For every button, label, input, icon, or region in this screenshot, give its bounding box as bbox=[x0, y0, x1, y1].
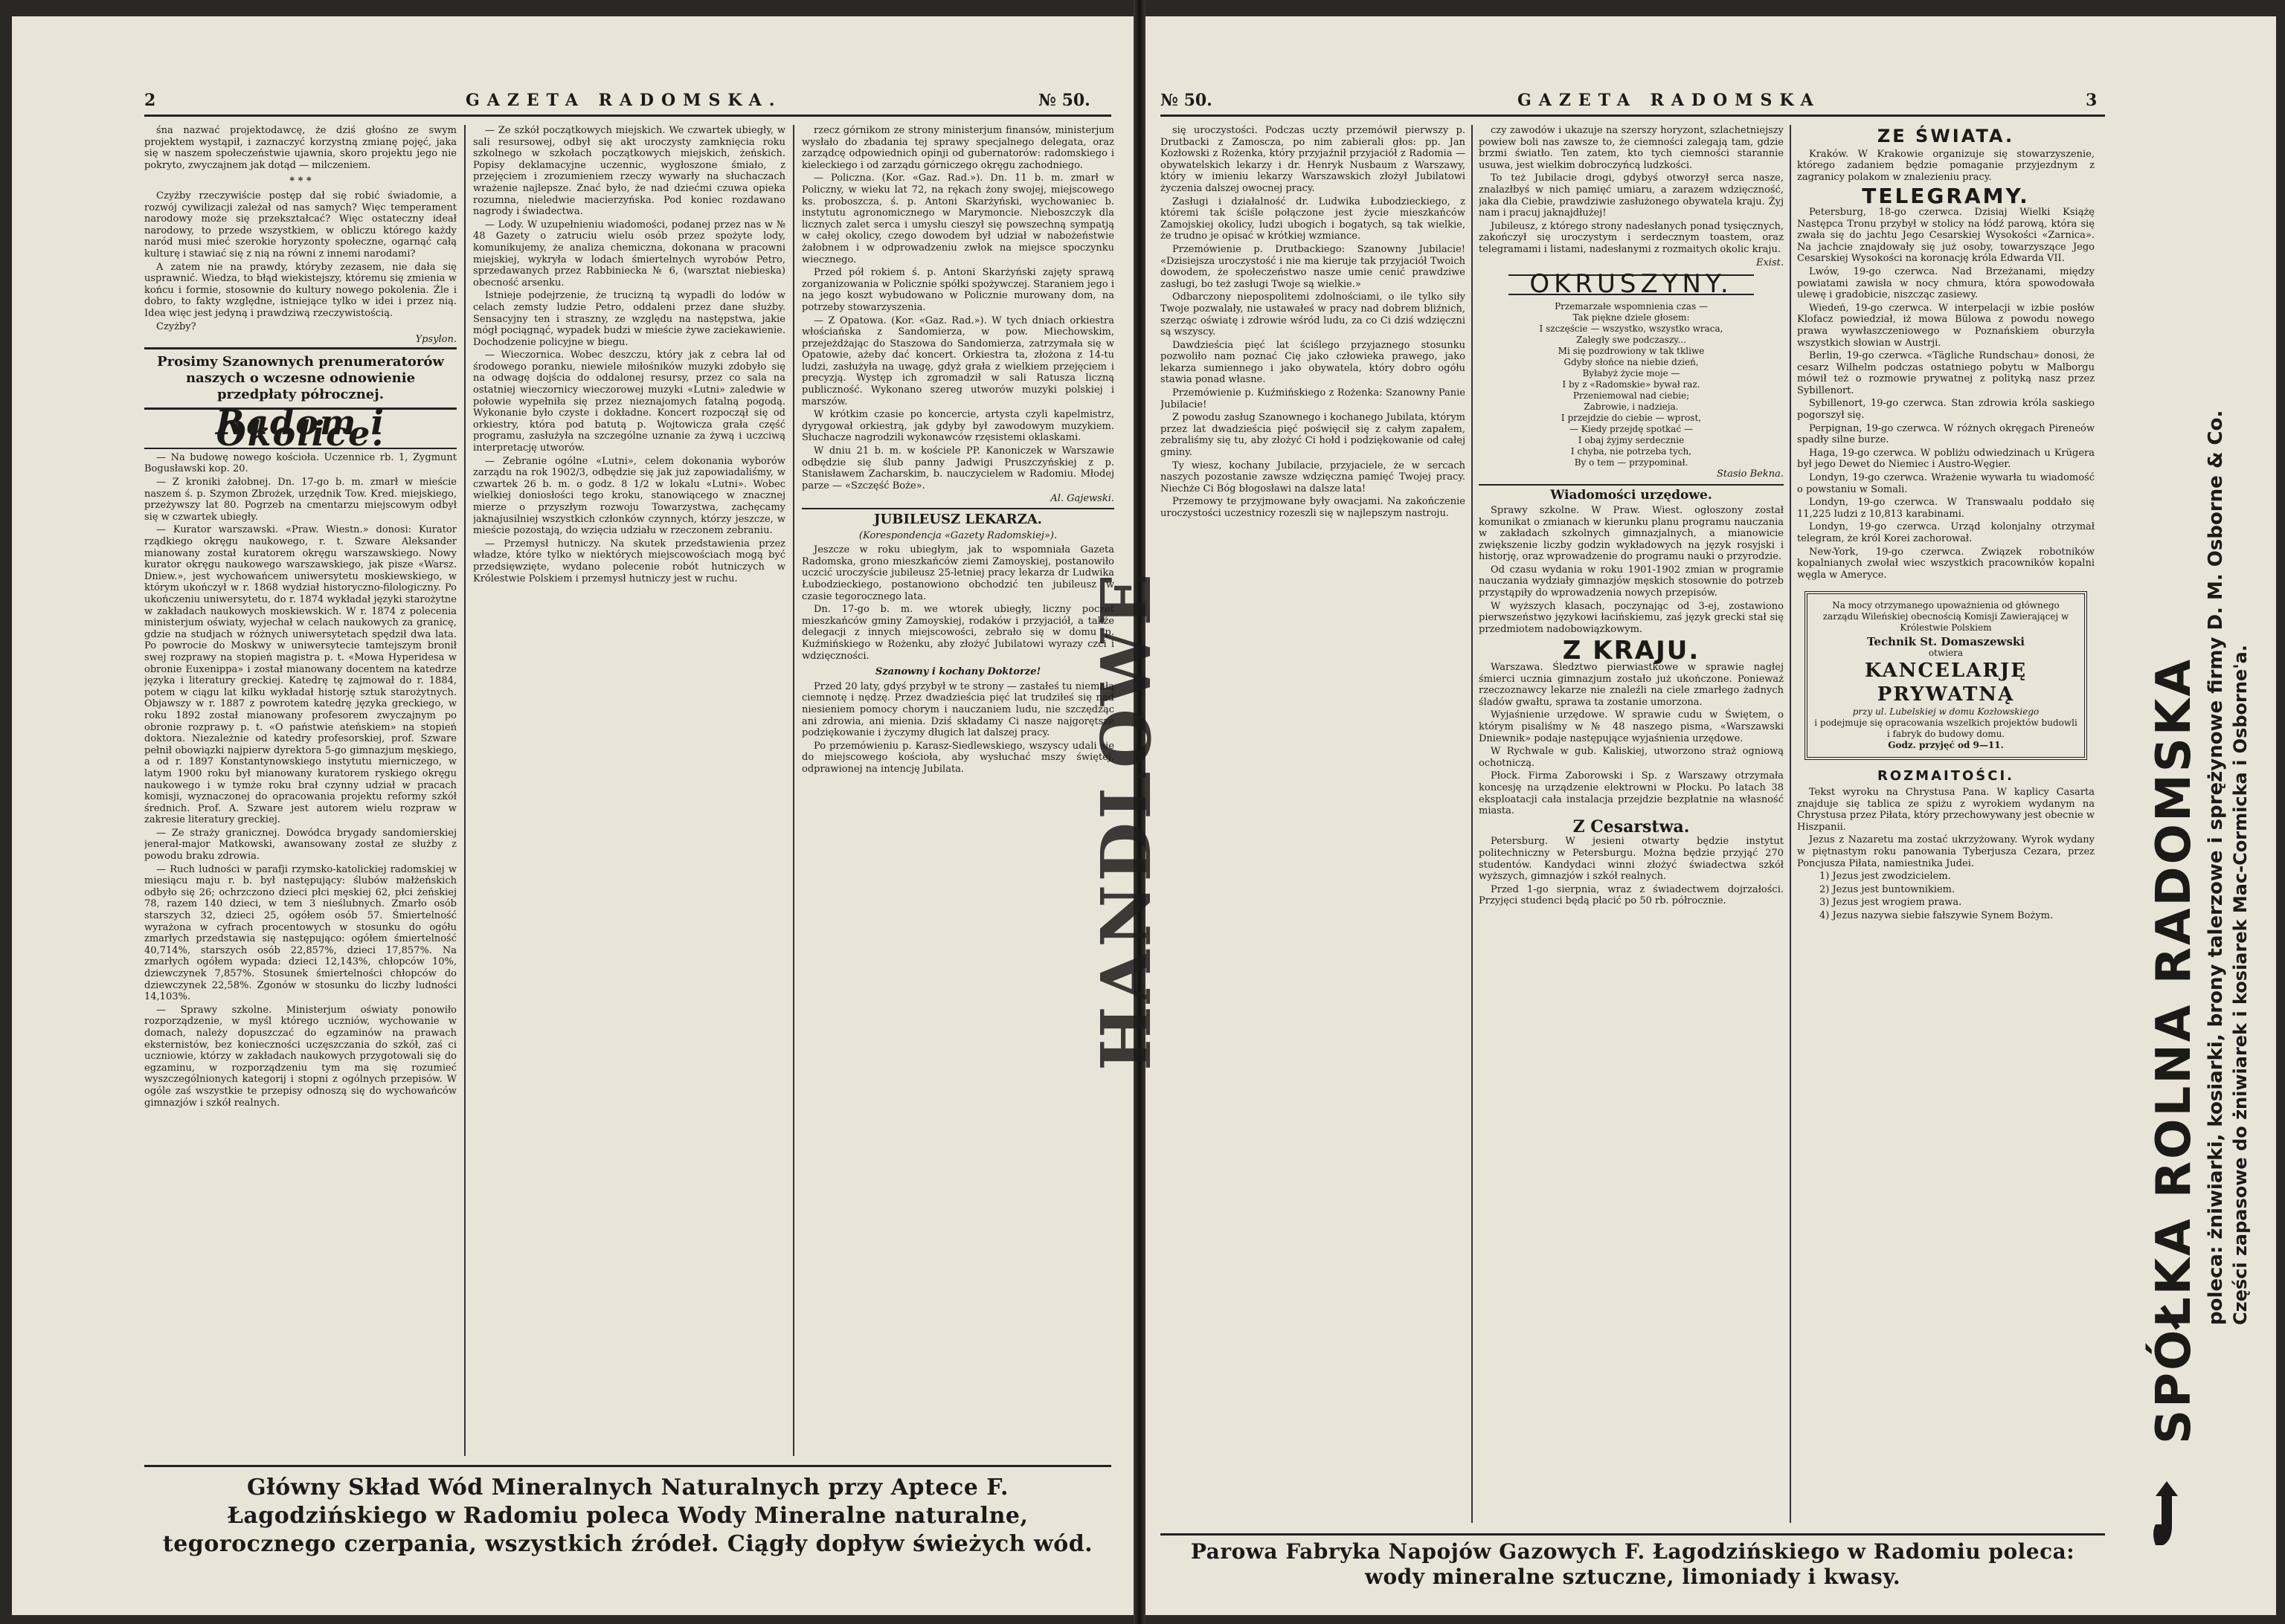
news-item: — Kurator warszawski. «Praw. Wiestn.» donosi: Kurator rządkiego okręgu naukowego, r. t. Szware Aleksander mianowany został kuratorem okręgu warszawskiego. Nowy kurator okręgu naukowego warszawskiego, jak pisze «Warsz. Dniew.», jest wychowańcem uniwersytetu moskiewskiego, w którym ukończył w r. 1868 wydział historyczno-filologiczny. Po ukończeniu uniwersytetu, do r. 1874 wykładał języki starożytne w zakładach naukowych moskiewskich. W r. 1874 z polecenia ministerjum oświaty, wyjechał w celach naukowych za granicę, gdzie na studjach w różnych uniwersytetach spędził dwa lata. Po powrocie do Moskwy w uniwersytecie tamtejszym bronił swej rozprawy na stopień magistra p. t. «Mowa Hyperidesa w obronie Euxenippa» i został mianowany docentem na katedrze języka i literatury greckiej. Katedrę tę zajmował do r. 1884, potem w ciągu lat kilku wykładał historję sztuk starożytnych. Objawszy w r. 1887 z powrotem katedrę języka greckiego, w roku 1892 został mianowany profesorem zwyczajnym po obronie rozprawy p. t. «O państwie ateńskiem» na stopień doktora. Niezależnie od katedry profesorskiej, prof. Szware pełnił obowiązki najpierw dyrektora 5-go gimnazjum męskiego, a od r. 1897 Konstantynowskiego instytutu mierniczego, w latym 1900 roku był mianowany kuratorem ryskiego okręgu naukowego i w tymże roku brał czynny udział w pracach komisji, wyznaczonej do opracowania projektu reformy szkół średnich. Prof. A. Szware jest autorem wielu rozpraw w zakresie literatury greckiej. bbox=[144, 524, 457, 826]
news-heading: Wiadomości urzędowe. bbox=[1550, 488, 1712, 503]
poem-line: Gdyby słońce na niebie dzień, bbox=[1563, 356, 1699, 367]
world-heading: ZE ŚWIATA. bbox=[1877, 126, 2015, 146]
ad-name: Technik St. Domaszewski bbox=[1866, 635, 2025, 649]
ad-rule bbox=[1160, 1533, 2105, 1536]
news-item: — Zebranie ogólne «Lutni», celem dokonania wyborów zarządu na rok 1902/3, odbędzie się jak już zapowiadaliśmy, w czwartek 26 b. m. o godz. 8 1/2 w lokalu «Lutni». Wobec wielkiej doniosłości tego kroku, stanowiącego w znacznej mierze o przyszłym rozwoju Towarzystwa, zachęcamy jaknajusilniej wszystkich członków czynnych, którzy jeszcze, w mieście pozostają, do wzięcia udziału w rzeczonem zebraniu. bbox=[473, 455, 785, 537]
article-text: się uroczystości. Podczas uczty przemówił pierwszy p. Drutbacki z Zamoscza, po nim zabierali głos: pp. Jan Kozłowski z Rożenka, który przyjaźnił przyjaciół z Radomia — obywatelskich lekarzy i dr. Henryk Nusbaum z Warszawy, który w imieniu lekarzy Warszawskich złożył Jubilatowi życzenia dalszej owocnej pracy. bbox=[1160, 125, 1465, 194]
left-column-2 bbox=[473, 125, 785, 1456]
poem-line: I obaj żyjmy serdecznie bbox=[1578, 434, 1685, 445]
signature: Al. Gajewski. bbox=[1050, 493, 1114, 505]
poem-line: Zabrowie, i nadzieja. bbox=[1584, 401, 1679, 412]
vertical-ad-parts: Części zapasowe do żniwiarek i kosiarek Mac-Cormicka i Osborne'a. bbox=[2230, 645, 2251, 1325]
poem-line: By o tem — przypominał. bbox=[1574, 457, 1688, 468]
news-item: Kraków. W Krakowie organizuje się stowarzyszenie, którego zadaniem będzie pomaganie przyjezdnym z zagranicy polakom w znalezieniu pracy. bbox=[1797, 148, 2095, 183]
article-text: Dn. 17-go b. m. we wtorek ubiegły, liczny poczet mieszkańców gminy Zamoyskiej, rodaków i przyjaciół, a także delegacji z innych miejscowości, zebrało się w domu p. Kuźmińskiego w Rożenku, aby złożyć Jubilatowi wyrazy czci i wdzięczności. bbox=[802, 604, 1114, 662]
left-column-1 bbox=[144, 125, 457, 1456]
article-text: A zatem nie na prawdy, któryby zezasem, nie dała się usprawnić. Wiedza, to błąd wiekistejszy, któremu się zmienia w końcu i formie, stosownie do kultury nowego pokolenia. Źle i dobro, to fakty względne, istniejące tylko w idei i przez nią. Idea więc jest jedyną i prawdziwą rzeczywistością. bbox=[144, 261, 457, 319]
vertical-advertisement bbox=[2133, 120, 2260, 1593]
signature: Ypsylon. bbox=[415, 334, 457, 346]
news-item: — Wieczornica. Wobec deszczu, który jak z cebra lał od środowego poranku, niewiele miłośników muzyki zdobyło się na odwagę dojścia do oddalonej resursy, przez co sala na ostatniej wieczornicy wieczorowej muzyki «Lutni» zaledwie w połowie wypełniła się przez nieznajomych fatalną pogodą. Wykonanie było czyste i dokładne. Koncert rozpoczął się od orkiestry, która pod batutą p. Wojtowicza grała część programu, zasłużyła na szczególne uznanie za żywą i uczciwą interpretację utworów. bbox=[473, 349, 785, 454]
poem-line: — Kiedy przejdę spotkać — bbox=[1569, 423, 1693, 434]
article-text: Przed 20 laty, gdyś przybył w te strony — zastałeś tu niemałą ciemnotę i nędzę. Przez dwadzieścia pięć lat trudziłeś się nad niesieniem pomocy chorym i nauczaniem ludu, nie szczędząc ani zdrowia, ani mienia. Dziś składamy Ci nasze najgorętsze podziękowanie i życzymy długich lat dalszej pracy. bbox=[802, 680, 1114, 739]
issue-number-left: № 50. bbox=[1038, 91, 1090, 110]
news-item: — Sprawy szkolne. Ministerjum oświaty ponowiło rozporządzenie, w myśl którego uczniów, wychowanie w domach, należy dopuszczać do egzaminów na prawach eksternistów, bez konieczności uczęszczania do szkół, zaś ci uczniowie, którzy w zakładach naukowych przygotowali się do egzaminu, w rozporządzeniu tym ma się rozumieć wyszczególnionych kategorij i stopni z ogólnych przepisów. W ogóle zaś wszystkie te przepisy odnoszą się do wychowańców gimnazjów i szkół realnych. bbox=[144, 1004, 457, 1109]
news-item: — Na budowę nowego kościoła. Uczennice rb. 1, Zygmunt Bogusławski kop. 20. bbox=[144, 451, 457, 475]
article-text: czy zawodów i ukazuje na szerszy horyzont, szlachetniejszy powiew boli nas zawsze to, że ciemności zalegają tam, gdzie brzmi światło. Ten zatem, kto tych ciemności starannie usuwa, jest wielkim dobroczyńcą ludzkości. bbox=[1479, 125, 1784, 171]
subscription-notice: Prosimy Szanownych prenumeratorów naszych o wczesne odnowienie przedpłaty półrocznej. bbox=[144, 347, 457, 410]
column-rule bbox=[464, 125, 466, 1456]
telegram: Petersburg, 18-go czerwca. Dzisiaj Wielki Książę Następca Tronu przybył w stolicy na łódź parową, która się zwała się do jachtu Jego Cesarskiej Wysokości «Zarnica». Na jachcie znajdowały się już osoby, towarzyszące Jego Cesarskiej Wysokości na koronację króla Edwarda VII. bbox=[1797, 206, 2095, 265]
divider bbox=[1479, 484, 1784, 486]
issue-number-right: № 50. bbox=[1160, 91, 1212, 110]
article-text: Odbarczony niepospolitemi zdolnościami, o ile tylko siły Twoje pozwalały, nie ustawałeś w pracy nad dobrem bliźnich, szerząc oświatę i zdrowie wśród ludu, za co Ci dziś wdzięczni są wszyscy. bbox=[1160, 291, 1465, 338]
telegram: Perpignan, 19-go czerwca. W różnych okręgach Pireneów spadły silne burze. bbox=[1797, 422, 2095, 446]
poem-line: I by z «Radomskie» bywał raz. bbox=[1562, 378, 1700, 390]
poem-line: I chyba, nie potrzeba tych, bbox=[1570, 445, 1692, 457]
article-text: Dawdzieścia pięć lat ściślego przyjaznego stosunku pozwoliło nam poznać Cię jako człowieka prawego, jako lekarza sumiennego i jako obywatela, który dobro ogółu stawia ponad własne. bbox=[1160, 339, 1465, 386]
ad-small-text: Na mocy otrzymanego upoważnienia od głównego zarządu Wileńskiej obecnością Komisji Zawierającej w Królestwie Polskiem bbox=[1822, 600, 2069, 634]
poem-line: Mi się pozdrowiony w tak tkliwe bbox=[1558, 345, 1705, 356]
article-text: Jeszcze w roku ubiegłym, jak to wspomniała Gazeta Radomska, grono mieszkańców ziemi Zamoyskiej, postanowiło uczcić uroczyście jubileusz 25-letniej pracy lekarza dr Ludwika Łubodzieckiego, postanowiono obchodzić ten jubileusz w czasie tegorocznego lata. bbox=[802, 544, 1114, 602]
article-text: Tekst wyroku na Chrystusa Pana. W kaplicy Casarta znajduje się tablica ze spiżu z wyrokiem wydanym na Chrystusa przez Piłata, który przechowywany jest obecnie w Hiszpanii. bbox=[1797, 786, 2095, 833]
poem-title: OKRUSZYNY. bbox=[1508, 274, 1754, 295]
news-item: — Ruch ludności w parafji rzymsko-katolickiej radomskiej w miesiącu maju r. b. był następujący: ślubów małżeńskich odbyło się 26; ochrzczono dzieci płci męskiej 62, płci żeńskiej 78, razem 140 dzieci, w tem 3 nieślubnych. Zmarło osób starszych 32, dzieci 25, ogółem osób 57. Śmiertelność wyrażona w cyfrach procentowych w stosunku do ogółu zmarłych przedstawia się następująco: ogółem śmiertelność 40,714%, starszych osób 22,857%, dzieci 17,857%. Na zmarłych ogółem wypada: dzieci 12,143%, chłopców 10%, dziewczynek 7,857%. Stosunek śmiertelności chłopców do dziewczynek 22,58%. Zgonów w stosunku do liczby ludności 14,103%. bbox=[144, 863, 457, 1003]
news-item: W krótkim czasie po koncercie, artysta czyli kapelmistrz, dyrygował orkiestrą, jak gdyby był zawodowym muzykiem. Słuchacze nagrodzili wykonawców rzęsistemi oklaskami. bbox=[802, 409, 1114, 444]
header-rule-right bbox=[1160, 115, 2105, 117]
telegram: Wiedeń, 19-go czerwca. W interpelacji w izbie posłów Klofacz powiedział, iż mowa Bülowa z powodu nowego prawa wywłaszczeniowego w Poznańskiem oburzyła wszystkich słowian w Austrji. bbox=[1797, 302, 2095, 349]
news-item: — Z Opatowa. (Kor. «Gaz. Rad.»). W tych dniach orkiestra włościańska z Sandomierza, w pow. Miechowskim, przejeżdżając do Staszowa do Sandomierza, zatrzymała się w Opatowie, ażeby dać koncert. Orkiestra ta, złożona z 14-tu ludzi, zasłużyła na uwagę, gdyż grała z wielkiem przejęciem i precyzją. Występ ich zgromadził w sali Ratusza liczną publiczność. Wykonano szereg utworów muzyki polskiej i marszów. bbox=[802, 315, 1114, 407]
article-text: Przemówienie p. Drutbackiego: Szanowny Jubilacie! «Dzisiejsza uroczystość i nie ma kieruje tak przyjaciół Twoich dowodem, że społeczeństwo nasze umie cenić prawdziwe zasługi, bo też zasługi Twoje są wielkie.» bbox=[1160, 243, 1465, 290]
ad-hours: Godz. przyjęć od 9—11. bbox=[1888, 740, 2004, 751]
article-text: Czyżby rzeczywiście postęp dał się robić świadomie, a rozwój cywilizacji zależał od nas samych? Więc temperament narodowy może się przekształcać? Więc ostateczny ideał narodowy, to przede wszystkiem, w obliczu którego każdy naród musi mieć szerokie horyzonty społeczne, ogarnąć całą kulturę i stawiać się z nią na równi z innemi narodami? bbox=[144, 190, 457, 260]
article-text: Zasługi i działalność dr. Ludwika Łubodzieckiego, z któremi tak ściśle połączone jest życie mieszkańców Zamojskiej okolicy, ludzi ubogich i bogatych, są tak wielkie, że trudno je opisać w krótkiej wzmiance. bbox=[1160, 196, 1465, 242]
news-item: — Ze szkół początkowych miejskich. We czwartek ubiegły, w sali resursowej, odbył się akt uroczysty zamknięcia roku szkolnego w szkołach początkowych miejskich, żeńskich. Popisy deklamacyjne uczennic, wygłoszone śmiało, z przejęciem i zrozumieniem rzeczy wywarły na słuchaczach wrażenie najlepsze. Znać było, że nad dziećmi czuwa opieka rozumna, nieledwie macierzyńska. Pod koniec rozdawano nagrody i świadectwa. bbox=[473, 125, 785, 218]
article-text: Jezus z Nazaretu ma zostać ukrzyżowany. Wyrok wydany w piętnastym roku panowania Tyberjusza Cezara, przez Poncjusza Piłata, namiestnika Judei. bbox=[1797, 834, 2095, 869]
list-item: 3) Jezus jest wrogiem prawa. bbox=[1819, 897, 1962, 909]
telegram: New-York, 19-go czerwca. Związek robotników kopalnianych zwołał wiec wszystkich pracowników kopalni węgla w Ameryce. bbox=[1797, 546, 2095, 581]
ad-rule bbox=[144, 1465, 1111, 1467]
header-rule-left bbox=[144, 115, 1111, 117]
news-item: Płock. Firma Zaborowski i Sp. z Warszawy otrzymała koncesję na urządzenie elektrowni w Płocku. Po latach 38 eksploatacji cała instalacja przejdzie bezpłatnie na własność miasta. bbox=[1479, 770, 1784, 817]
telegrams-heading: TELEGRAMY. bbox=[1862, 184, 2030, 209]
poem-line: I przejdzie do ciebie — wprost, bbox=[1561, 412, 1702, 423]
news-item: W Rychwale w gub. Kaliskiej, utworzono straż ogniową ochotniczą. bbox=[1479, 746, 1784, 769]
news-item: — Policzna. (Kor. «Gaz. Rad.»). Dn. 11 b. m. zmarł w Policzny, w wieku lat 72, na rękach żony swojej, miejscowego ks. proboszcza, ś. p. Antoni Skarżyński, wychowaniec b. instytutu agronomicznego w Marymoncie. Nieboszczyk dla licznych zalet serca i umysłu cieszył się powszechną sympatją w całej okolicy, czego dowodem był udział w nabożeństwie żałobnem i w odprowadzeniu zwłok na miejsce spoczynku wiecznego. bbox=[802, 173, 1114, 265]
news-item: W wyższych klasach, poczynając od 3-ej, zostawiono pierwszeństwo językowi łacińskiemu, zaś język grecki stał się przedmiotem nadobowiązkowym. bbox=[1479, 600, 1784, 635]
telegram: Lwów, 19-go czerwca. Nad Brzeżanami, między powiatami zawisła w nocy chmura, która spowodowała ulewę i gradobicie, niszcząc zasiewy. bbox=[1797, 265, 2095, 301]
telegram: Sybillenort, 19-go czerwca. Stan zdrowia króla saskiego pogorszył się. bbox=[1797, 398, 2095, 422]
telegram: Londyn, 19-go czerwca. W Transwaalu poddało się 11,225 ludzi z 10,813 karabinami. bbox=[1797, 497, 2095, 520]
column-rule bbox=[1790, 125, 1791, 1523]
list-item: 1) Jezus jest zwodzicielem. bbox=[1819, 871, 1951, 883]
ad-opens: otwiera bbox=[1928, 648, 1964, 659]
news-item: — Przemysł hutniczy. Na skutek przedstawienia przez władze, które tylko w niektórych miejscowościach mogą być przedsięwzięte, wydano polecenie robót hutniczych w Królestwie Polskiem i przemysł hutniczy jest w ruchu. bbox=[473, 538, 785, 584]
article-subheading: (Korespondencja «Gazety Radomskiej»). bbox=[858, 529, 1058, 541]
article-text: Po przemówieniu p. Karasz-Siedlewskiego, wszyscy udali się do miejscowego kościoła, aby wysłuchać mszy świętej, odprawionej na intencję Jubilata. bbox=[802, 740, 1114, 775]
ad-big-title: KANCELARJĘ PRYWATNĄ bbox=[1864, 660, 2028, 706]
poem-signature: Stasio Bekna. bbox=[1716, 468, 1784, 480]
poem-line: I szczęście — wszystko, wszystko wraca, bbox=[1539, 323, 1723, 334]
separator: * * * bbox=[289, 175, 312, 187]
divider bbox=[802, 508, 1114, 509]
page-number-right: 3 bbox=[2086, 91, 2098, 110]
stamp-text: HANDLOWE bbox=[1086, 570, 1166, 1071]
bottom-advertisement-left: Główny Skład Wód Mineralnych Naturalnych przy Aptece F. Łagodzińskiego w Radomiu poleca Wody Mineralne naturalne, tegorocznego czerpania, wszystkich źródeł. Ciągły dopływ świeżych wód. bbox=[162, 1475, 1093, 1557]
right-column-3 bbox=[1797, 125, 2095, 1523]
article-text: Ty wiesz, kochany Jubilacie, przyjaciele, że w sercach naszych pozostanie zawsze wdzięczna pamięć Twojej pracy. Niechże Ci Bóg błogosławi na dalsze lata! bbox=[1160, 460, 1465, 494]
running-title-right: GAZETA RADOMSKA bbox=[1517, 91, 1821, 110]
misc-heading: ROZMAITOŚCI. bbox=[1877, 768, 2015, 784]
telegram: Londyn, 19-go czerwca. Urząd kolonjalny otrzymał telegram, że król Korei zachorował. bbox=[1797, 521, 2095, 544]
news-item: W dniu 21 b. m. w kościele PP. Kanoniczek w Warszawie odbędzie się ślub panny Jadwigi Pruszczyńskiej z p. Stanisławem Zacharskim, b. nauczycielem w Radomiu. Młodej parze — «Szczęść Boże». bbox=[802, 445, 1114, 492]
ad-address: przy ul. Lubelskiej w domu Kozłowskiego bbox=[1852, 706, 2040, 718]
poem-line: Przemarzałe wspomnienia czas — bbox=[1555, 300, 1708, 312]
section-heading-kraj: Z KRAJU. bbox=[1562, 636, 1700, 666]
quote-heading: Szanowny i kochany Doktorze! bbox=[875, 666, 1041, 678]
news-item: Przed 1-go sierpnia, wraz z świadectwem dojrzałości. Przyjęci studenci będą płacić po 50 rb. półrocznie. bbox=[1479, 883, 1784, 907]
news-item: — Z kroniki żałobnej. Dn. 17-go b. m. zmarł w mieście naszem ś. p. Szymon Zbrożek, urzędnik Tow. Kred. miejskiego, przeżywszy lat 80. Pogrzeb na cmentarzu miejscowym odbył się w czwartek ubiegły. bbox=[144, 477, 457, 523]
list-item: 4) Jezus nazywa siebie fałszywie Synem Bożym. bbox=[1819, 909, 2054, 921]
poem-line: Zaległy swe podczaszy... bbox=[1576, 334, 1686, 345]
news-item: Od czasu wydania w roku 1901-1902 zmian w programie nauczania wydziały gimnazjów męskich stosownie do potrzeb przystąpiły do wprowadzenia nowych przepisów. bbox=[1479, 564, 1784, 599]
office-advertisement bbox=[1804, 591, 2087, 760]
section-heading-cesarstwa: Z Cesarstwa. bbox=[1572, 816, 1690, 837]
poem-line: Tak piękne dziele głosem: bbox=[1572, 312, 1690, 323]
left-column-3 bbox=[802, 125, 1114, 1456]
telegram: Haga, 19-go czerwca. W pobliżu odwiedzinach u Krügera był jego Dewet do Niemiec i Austro-Węgier. bbox=[1797, 447, 2095, 471]
article-text: Czyżby? bbox=[156, 320, 196, 332]
news-item: Petersburg. W jesieni otwarty będzie instytut politechniczny w Petersburgu. Można będzie przyjąć 270 studentów. Kandydaci winni złożyć świadectwa szkół wyższych, gimnazjów i szkół realnych. bbox=[1479, 836, 1784, 883]
news-item: — Lody. W uzupełnieniu wiadomości, podanej przez nas w № 48 Gazety o zatruciu wielu osób przez spożyte lody, komunikujemy, że analiza chemiczna, dokonana w pracowni miejskiej, wykryła w lodach śmiertelnych wyrobów Petro, sprzedawanych przez Rabbiniecka № 6, (warsztat niebieska) obecność arsenku. bbox=[473, 219, 785, 289]
list-item: 2) Jezus jest buntownikiem. bbox=[1819, 883, 1955, 895]
article-text: Z powodu zasług Szanownego i kochanego Jubilata, którym przez lat dwadzieścia pięć poświęcił się z całym zapałem, zebraliśmy się tu, aby złożyć Ci hołd i podziękowanie od całej gminy. bbox=[1160, 412, 1465, 459]
bottom-advertisement-right: Parowa Fabryka Napojów Gazowych F. Łagodzińskiego w Radomiu poleca: wody mineralne sztuczne, limoniady i kwasy. bbox=[1190, 1539, 2075, 1589]
article-heading: JUBILEUSZ LEKARZA. bbox=[874, 512, 1042, 527]
news-item: Warszawa. Śledztwo pierwiastkowe w sprawie nagłej śmierci ucznia gimnazjum zostało już ukończone. Ponieważ rzeczoznawcy lekarze nie znaleźli na ciele zmarłego żadnych śladów gwałtu, sprawa ta zostanie umorzona. bbox=[1479, 662, 1784, 708]
section-title: Radom i Okolice. bbox=[215, 402, 386, 454]
page-number-left: 2 bbox=[144, 91, 156, 110]
right-column-2 bbox=[1479, 125, 1784, 1523]
telegram: Londyn, 19-go czerwca. Wrażenie wywarła tu wiadomość o powstaniu w Somali. bbox=[1797, 472, 2095, 495]
column-rule bbox=[793, 125, 794, 1456]
article-text: To też Jubilacie drogi, gdybyś otworzył serca nasze, znalazłbyś w nich pamięć umiaru, a zarazem wdzięczność, jaka dla Ciebie, prawdziwie zasłużonego obywatela kraju. Żyj nam i pracuj jaknajdłużej! bbox=[1479, 173, 1784, 219]
signature: Exist. bbox=[1755, 257, 1784, 268]
news-item: Wyjaśnienie urzędowe. W sprawie cudu w Świętem, o którym pisaliśmy w № 48 naszego pisma, «Warszawski Dniewnik» podaje następujące wyjaśnienia urzędowe. bbox=[1479, 709, 1784, 744]
news-item: Przed pół rokiem ś. p. Antoni Skarżyński zajęty sprawą zorganizowania w Policznie spółki spożywczej. Staraniem jego i na jego koszt wybudowano w Policznie murowany dom, na potrzeby stowarzyszenia. bbox=[802, 267, 1114, 313]
overprint-stamp bbox=[1079, 268, 1190, 1086]
running-title-left: GAZETA RADOMSKA. bbox=[466, 91, 782, 110]
news-item: rzecz górnikom ze strony ministerjum finansów, ministerjum wysłało do zbadania tej sprawy specjalnego delegata, oraz zarządcę odpowiednich opinji od gubernatorów: radomskiego i kieleckiego i od zarządu górniczego okręgu zachodniego. bbox=[802, 125, 1114, 171]
pointing-hand-icon bbox=[2148, 1481, 2185, 1548]
poem bbox=[1479, 301, 1784, 468]
right-page bbox=[1145, 16, 2276, 1615]
vertical-ad-company: SPÓŁKA ROLNA RADOMSKA bbox=[2147, 657, 2202, 1444]
poem-line: Byłabyż życie moje — bbox=[1582, 367, 1680, 378]
article-text: Przemówienie p. Kuźmińskiego z Rożenka: Szanowny Panie Jubilacie! bbox=[1160, 387, 1465, 410]
left-page bbox=[12, 16, 1134, 1615]
article-text: śna nazwać projektodawcę, że dziś głośno ze swym projektem wystąpił, i zaznaczyć korzystną zmianę pojęć, jaka się w naszem społeczeństwie ujawnia, skoro projektu jego nie pokryto, zwyczajnem jak dotąd — milczeniem. bbox=[144, 125, 457, 171]
ad-description: i podejmuje się opracowania wszelkich projektów budowli i fabryk do budowy domu. bbox=[1814, 718, 2077, 740]
article-text: Jubileusz, z którego strony nadesłanych ponad tysięcznych, zakończył się uroczystym i serdecznym toastem, oraz telegramami i listami, nadesłanymi z rozmaitych okolic kraju. bbox=[1479, 220, 1784, 255]
right-column-1 bbox=[1160, 125, 1465, 1523]
column-rule bbox=[1471, 125, 1473, 1523]
news-item: Sprawy szkolne. W Praw. Wiest. ogłoszony został komunikat o zmianach w kierunku planu programu nauczania w zakładach szkolnych gimnazjalnych, a mianowicie zwiększenie liczby godzin wykładowych na język rosyjski i historję, oraz wprowadzenie do programu nauki o przyrodzie. bbox=[1479, 504, 1784, 563]
telegram: Berlin, 19-go czerwca. «Tägliche Rundschau» donosi, że cesarz Wilhelm podczas ostatniego pobytu w Malborgu mówił też o rozmowie prywatnej z polityką nasz przez Sybillenort. bbox=[1797, 350, 2095, 396]
poem-line: Przeniemowal nad ciebie; bbox=[1572, 390, 1690, 401]
news-item: — Ze straży granicznej. Dowódca brygady sandomierskiej jenerał-major Matkowski, awansowany został ze służby z powodu braku zdrowia. bbox=[144, 827, 457, 863]
vertical-ad-offer: poleca: żniwiarki, kosiarki, brony talerzowe i sprężynowe firmy D. M. Osborne & Co. bbox=[2205, 410, 2227, 1325]
news-item: Istnieje podejrzenie, że trucizną tą wypadli do lodów w celach zemsty ludzie Petro, oddaleni przez dane służby. Sensacyjny ten i straszny, ze względu na następstwa, jakie mógł pociągnąć, wypadek budzi w mieście żywe zaciekawienie. Dochodzenie policyjne w biegu. bbox=[473, 290, 785, 348]
article-text: Przemowy te przyjmowane były owacjami. Na zakończenie uroczystości uczestnicy rozeszli się w najlepszym nastroju. bbox=[1160, 496, 1465, 519]
